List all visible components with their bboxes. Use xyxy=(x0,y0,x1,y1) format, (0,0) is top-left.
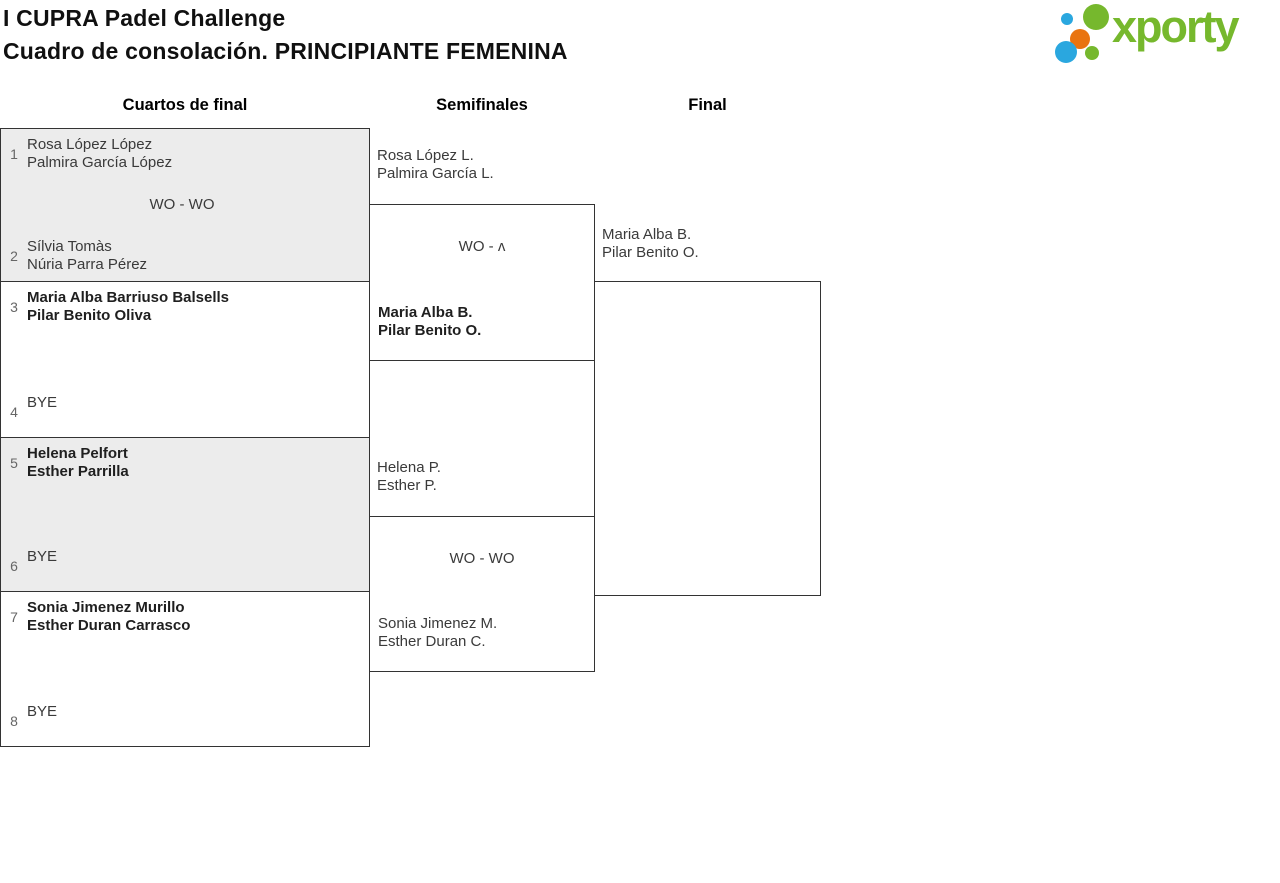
seed-number: 5 xyxy=(10,455,18,471)
round-header-final: Final xyxy=(688,96,727,114)
player-name: Sonia Jimenez M. xyxy=(378,615,498,632)
player-name: Esther Duran Carrasco xyxy=(27,617,191,634)
team-slot-3 xyxy=(1,289,363,325)
quarterfinal-match-2[interactable] xyxy=(0,281,370,438)
player-name: Helena Pelfort xyxy=(27,445,128,462)
semifinal-match-2[interactable] xyxy=(369,516,595,672)
xporty-logo[interactable] xyxy=(1050,0,1275,70)
player-name: Helena P. xyxy=(377,459,441,476)
seed-number: 6 xyxy=(10,558,18,574)
draw-name: Cuadro de consolación. PRINCIPIANTE FEMENINA xyxy=(3,38,568,64)
player-name: Maria Alba Barriuso Balsells xyxy=(27,289,230,306)
player-name: BYE xyxy=(27,394,58,411)
seed-number: 8 xyxy=(10,713,18,729)
round-header-semifinals: Semifinales xyxy=(436,96,528,114)
match-score xyxy=(1,351,363,369)
player-name: BYE xyxy=(27,703,58,720)
final-team-a xyxy=(602,226,699,262)
seed-number: 3 xyxy=(10,299,18,315)
team-slot-7 xyxy=(1,599,363,635)
team-slot-4 xyxy=(1,394,363,430)
player-name: Palmira García L. xyxy=(377,165,494,182)
match-score xyxy=(1,506,363,524)
quarterfinal-match-3[interactable] xyxy=(0,437,370,592)
logo-wordmark: xporty xyxy=(1112,1,1238,52)
player-name: Esther P. xyxy=(377,477,437,494)
player-name: Esther Parrilla xyxy=(27,463,129,480)
player-name xyxy=(27,721,363,739)
team-slot-6 xyxy=(1,548,363,584)
tournament-name: I CUPRA Padel Challenge xyxy=(3,5,286,31)
player-name: Pilar Benito O. xyxy=(602,244,699,261)
player-name: Sílvia Tomàs xyxy=(27,238,112,255)
team-slot-2 xyxy=(1,238,363,274)
team-slot-1 xyxy=(1,136,363,172)
match-score: WO - WO xyxy=(449,550,515,567)
final-match[interactable] xyxy=(594,281,821,596)
player-name: Núria Parra Pérez xyxy=(27,256,148,273)
semifinal-2-team-b xyxy=(378,615,497,651)
player-name: Pilar Benito O. xyxy=(378,322,482,339)
seed-number: 1 xyxy=(10,146,18,162)
player-name: Pilar Benito Oliva xyxy=(27,307,152,324)
logo-dot-icon xyxy=(1061,13,1073,25)
player-name: Rosa López L. xyxy=(377,147,474,164)
logo-dot-icon xyxy=(1085,46,1099,60)
match-score: WO - WO xyxy=(149,196,215,213)
seed-number: 2 xyxy=(10,248,18,264)
seed-number: 4 xyxy=(10,404,18,420)
player-name: Rosa López López xyxy=(27,136,153,153)
team-slot-8 xyxy=(1,703,363,739)
match-score xyxy=(1,660,363,678)
quarterfinal-match-4[interactable] xyxy=(0,591,370,747)
player-name: Maria Alba B. xyxy=(602,226,692,243)
logo-dot-icon xyxy=(1083,4,1109,30)
player-name: Maria Alba B. xyxy=(378,304,473,321)
player-name xyxy=(27,412,363,430)
match-score: WO - ʌ xyxy=(458,238,506,255)
quarterfinal-match-1[interactable] xyxy=(0,128,370,282)
player-name: Sonia Jimenez Murillo xyxy=(27,599,185,616)
semifinal-2-team-a xyxy=(377,459,441,495)
player-name: Esther Duran C. xyxy=(378,633,486,650)
player-name: BYE xyxy=(27,548,58,565)
semifinal-match-1[interactable] xyxy=(369,204,595,361)
logo-dot-icon xyxy=(1055,41,1077,63)
page-title xyxy=(3,2,568,68)
seed-number: 7 xyxy=(10,609,18,625)
player-name xyxy=(27,566,363,584)
round-header-quarterfinals: Cuartos de final xyxy=(122,96,248,114)
semifinal-1-team-b xyxy=(378,304,481,340)
semifinal-1-team-a xyxy=(377,147,494,183)
team-slot-5 xyxy=(1,445,363,481)
player-name: Palmira García López xyxy=(27,154,173,171)
